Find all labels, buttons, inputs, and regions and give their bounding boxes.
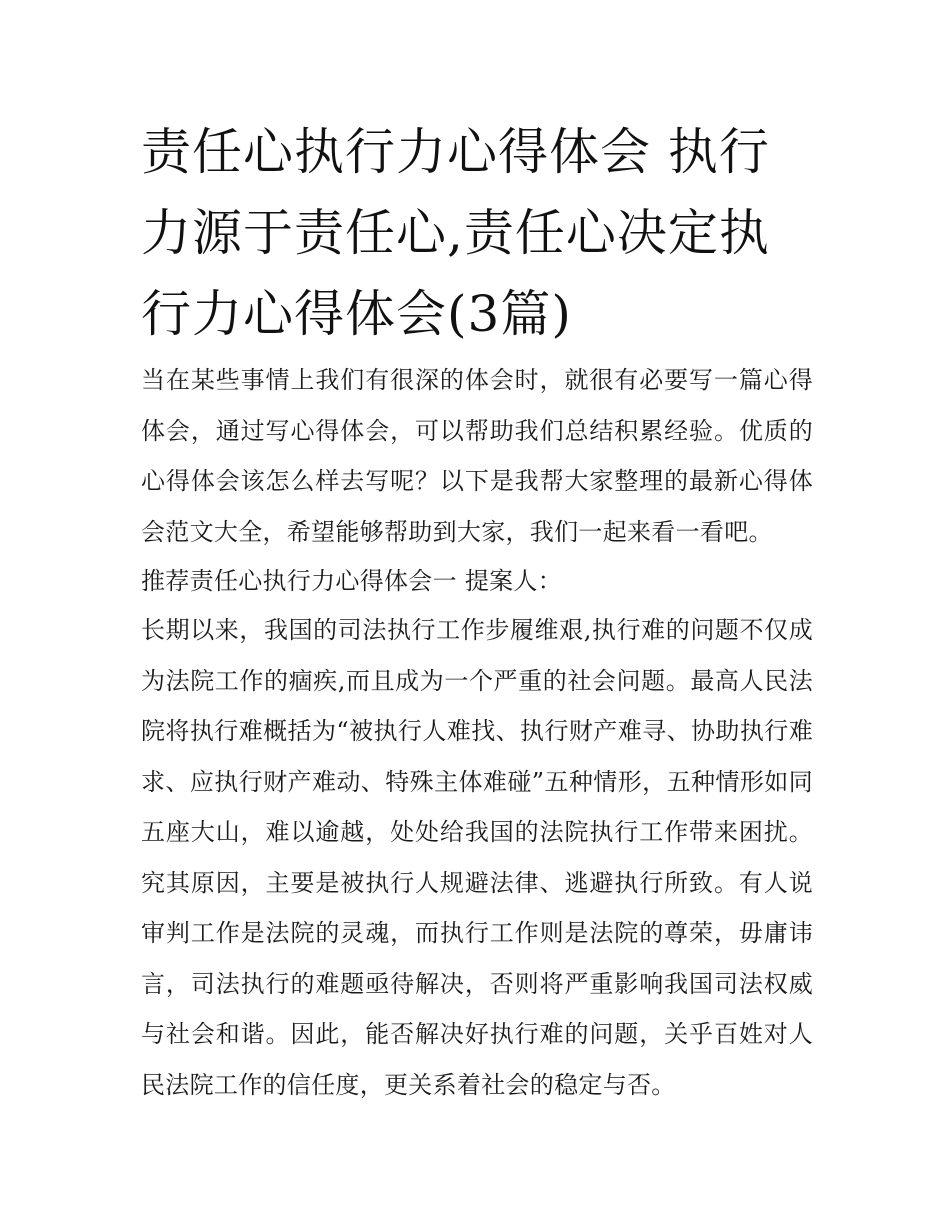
document-title: 责任心执行力心得体会 执行力源于责任心,责任心决定执行力心得体会(3篇): [141, 123, 770, 343]
recommend-line: 推荐责任心执行力心得体会一 提案人：: [141, 567, 563, 595]
body-paragraph: 长期以来，我国的司法执行工作步履维艰,执行难的问题不仅成为法院工作的痼疾,而且成为一个严重的社会问题。最高人民法院将执行难概括为“被执行人难找、执行财产难寻、协助执行难求、应执行财产难动、特殊主体难碰”五种情形，五种情形如同五座大山，难以逾越，处处给我国的法院执行工作带来困扰。究其原因，主要是被执行人规避法律、逃避执行所致。有人说审判工作是法院的灵魂，而执行工作则是法院的尊荣，毋庸讳言，司法执行的难题亟待解决，否则将严重影响我国司法权威与社会和谐。因此，能否解决好执行难的问题，关乎百姓对人民法院工作的信任度，更关系着社会的稳定与否。: [141, 616, 813, 1099]
intro-paragraph: 当在某些事情上我们有很深的体会时，就很有必要写一篇心得体会，通过写心得体会，可以帮助我们总结积累经验。优质的心得体会该怎么样去写呢？以下是我帮大家整理的最新心得体会范文大全，希望能够帮助到大家，我们一起来看一看吧。: [141, 366, 813, 546]
document-content: [141, 355, 813, 1110]
